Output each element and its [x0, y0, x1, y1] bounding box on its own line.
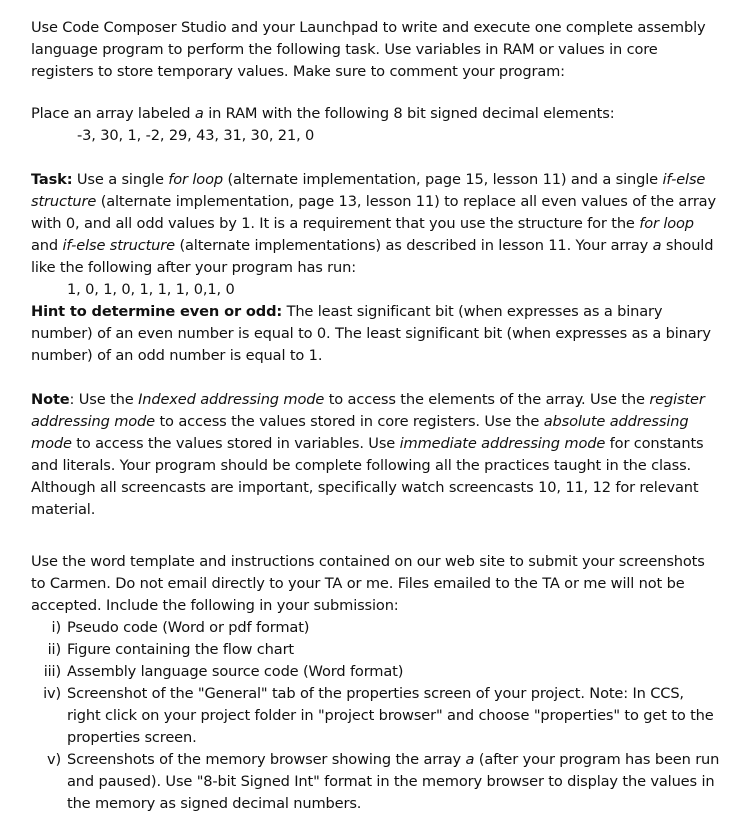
array-desc-post: in RAM with the following 8 bit signed decimal elements: [203, 105, 615, 122]
submission-item-text: Screenshot of the "General" tab of the properties screen of your project. Note: In CCS, right click on your project folder in "project browser" and choose "properties" to get to the properties screen. [67, 685, 714, 746]
note-text-2: to access the elements of the array. Use the [324, 391, 650, 408]
task-text-5: (alternate implementations) as described in lesson 11. Your array [174, 237, 653, 254]
expected-result-values: 1, 0, 1, 0, 1, 1, 1, 0,1, 0 [67, 281, 235, 298]
note-indexed-mode: Indexed addressing mode [138, 391, 325, 408]
submission-item [31, 617, 721, 639]
submission-item-number: v) [46, 751, 61, 768]
submission-item [31, 683, 721, 749]
note-text-4: to access the values stored in variables. Use [71, 435, 400, 452]
hint-label: Hint to determine even or odd: [31, 303, 283, 320]
task-if-else-structure-2: if-else structure [62, 237, 175, 254]
submission-intro: Use the word template and instructions contained on our web site to submit your screenshots to Carmen. Do not email directly to your TA or me. Files emailed to the TA or me will not be accepted. Include the following in your submission: [31, 553, 705, 614]
submission-item-text-post: (after your program has been run and paused). Use "8-bit Signed Int" format in the memory browser to display the values in the memory as signed decimal numbers. [67, 751, 720, 812]
note-absolute-mode: absolute addressing mode [31, 413, 689, 452]
submission-item [31, 661, 721, 683]
array-description [31, 103, 721, 125]
submission-item-var: a [465, 751, 475, 768]
task-text-3: (alternate implementation, page 13, lesson 11) to replace all even values of the array with 0, and all odd values by 1. It is a requirement that you use the structure for the [31, 193, 716, 232]
task-text-1: Use a single [72, 171, 169, 188]
note-label: Note [31, 391, 70, 408]
task-if-else-structure: if-else structure [31, 171, 706, 210]
submission-item-text: Pseudo code (Word or pdf format) [67, 619, 310, 636]
task-for-loop: for loop [168, 171, 223, 188]
array-desc-pre: Place an array labeled [31, 105, 195, 122]
note-immediate-mode: immediate addressing mode [399, 435, 606, 452]
submission-item-number: iv) [43, 685, 61, 702]
hint-paragraph [31, 301, 721, 367]
task-label: Task: [31, 171, 73, 188]
hint-text: The least significant bit (when expresses as a binary number) of an even number is equal to 0. The least significant bit (when expresses as a binary number) of an odd number is equal to 1. [31, 303, 711, 364]
submission-list [31, 617, 721, 815]
task-var-a: a [652, 237, 662, 254]
task-paragraph [31, 169, 721, 279]
task-for-loop-2: for loop [639, 215, 694, 232]
submission-item-number: ii) [47, 641, 61, 658]
intro-paragraph: Use Code Composer Studio and your Launchpad to write and execute one complete assembly language program to perform the following task. Use variables in RAM or values in core registers to store temporary values. Make sure to comment your program: [31, 19, 706, 80]
submission-item [31, 749, 721, 815]
note-text-1: : Use the [69, 391, 139, 408]
submission-item-text: Figure containing the flow chart [67, 641, 294, 658]
submission-item-number: iii) [43, 663, 61, 680]
submission-item-text-pre: Screenshots of the memory browser showing the array [67, 751, 466, 768]
note-text-3: to access the values stored in core registers. Use the [155, 413, 544, 430]
note-register-mode: register addressing mode [31, 391, 705, 430]
array-var-name: a [194, 105, 204, 122]
submission-item-text: Assembly language source code (Word format) [67, 663, 404, 680]
note-paragraph [31, 389, 721, 521]
task-text-4: and [31, 237, 63, 254]
array-values: -3, 30, 1, -2, 29, 43, 31, 30, 21, 0 [77, 127, 315, 144]
task-text-2: (alternate implementation, page 15, lesson 11) and a single [222, 171, 663, 188]
note-text-5: for constants and literals. Your program should be complete following all the practices taught in the class. Although all screencasts are important, specifically watch screencasts 10, 11, 12 for relevant material. [31, 435, 704, 518]
submission-item [31, 639, 721, 661]
submission-item-number: i) [51, 619, 61, 636]
task-text-6: should like the following after your program has run: [31, 237, 714, 276]
